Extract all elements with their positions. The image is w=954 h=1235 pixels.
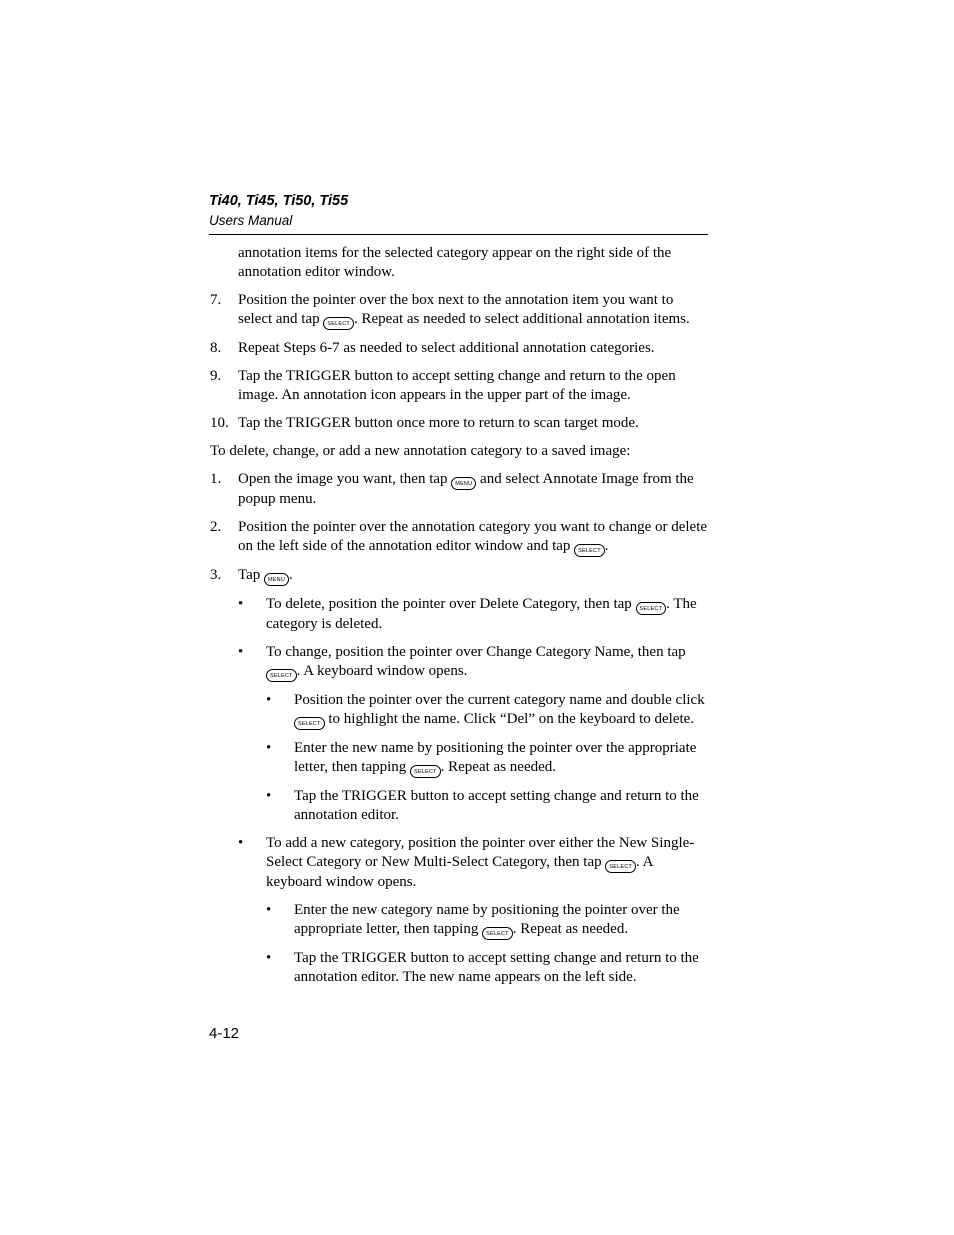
step-text-b: . Repeat as needed to select additional annotation items. — [354, 311, 690, 327]
step-text-a: Open the image you want, then tap — [238, 471, 448, 487]
bullet-icon: • — [266, 788, 272, 804]
continued-paragraph: annotation items for the selected category appear on the right side of the annotation editor window. — [238, 245, 672, 280]
bullet-icon: • — [238, 835, 244, 851]
bullet-change — [210, 643, 710, 682]
bullet-text-b: . Repeat as needed. — [512, 921, 629, 937]
bullet-text: Tap the TRIGGER button to accept setting change and return to the annotation editor. — [294, 788, 699, 823]
step-text — [238, 518, 710, 557]
menu-button-icon: MENU — [264, 573, 289, 586]
step-7 — [210, 291, 710, 330]
bullet-text-a: To change, position the pointer over Change Category Name, then tap — [266, 644, 686, 660]
bullet-delete — [210, 595, 710, 634]
sub-bullet-add-1 — [210, 901, 710, 940]
bullet-icon: • — [238, 644, 244, 660]
select-button-icon: SELECT — [410, 765, 441, 778]
select-button-icon: SELECT — [574, 544, 605, 557]
step-number: 2. — [210, 519, 222, 535]
page-number: 4-12 — [209, 1025, 240, 1042]
step-number: 9. — [210, 368, 222, 384]
bullet-text — [266, 834, 710, 892]
bullet-add — [210, 834, 710, 892]
step-number: 3. — [210, 567, 222, 583]
bullet-text-a: To add a new category, position the pointer over either the New Single-Select Category or New Multi-Select Category, then tap — [266, 835, 695, 870]
bullet-text-a: Enter the new name by positioning the pointer over the appropriate letter, then tapping — [294, 740, 697, 775]
bullet-text — [294, 739, 710, 778]
step-text: Tap the TRIGGER button to accept setting change and return to the open image. An annotation icon appears in the upper part of the image. — [238, 368, 676, 403]
step-9 — [210, 367, 710, 405]
menu-button-icon: MENU — [451, 477, 476, 490]
step-text-a: Tap — [238, 567, 261, 583]
bullet-text — [266, 595, 710, 634]
bullet-icon: • — [266, 950, 272, 966]
select-button-icon: SELECT — [482, 927, 513, 940]
bullet-text — [294, 901, 710, 940]
step-number: 7. — [210, 292, 222, 308]
select-button-icon: SELECT — [636, 602, 667, 615]
bullet-text-a: To delete, position the pointer over Delete Category, then tap — [266, 596, 632, 612]
select-button-icon: SELECT — [266, 669, 297, 682]
page-body — [210, 244, 710, 996]
sub-bullet-change-3 — [210, 787, 710, 825]
step-text-a: Position the pointer over the annotation category you want to change or delete on the left side of the annotation editor window and tap — [238, 519, 708, 554]
bullet-text-a: Enter the new category name by positioning the pointer over the appropriate letter, then tapping — [294, 902, 680, 937]
sub-bullet-change-1 — [210, 691, 710, 730]
step-8 — [210, 339, 710, 358]
select-button-icon: SELECT — [323, 317, 354, 330]
step-2 — [210, 518, 710, 557]
manual-title: Ti40, Ti45, Ti50, Ti55 — [209, 193, 349, 209]
step-text-b: and select Annotate Image from the popup menu. — [238, 471, 694, 507]
step-text-a: Position the pointer over the box next to the annotation item you want to select and tap — [238, 292, 674, 327]
bullet-icon: • — [238, 596, 244, 612]
step-text-b: . — [289, 567, 293, 583]
header-rule — [209, 234, 708, 235]
step-text: Repeat Steps 6-7 as needed to select additional annotation categories. — [238, 340, 655, 356]
intro-paragraph: To delete, change, or add a new annotation category to a saved image: — [210, 443, 631, 459]
bullet-icon: • — [266, 740, 272, 756]
bullet-text-a: Position the pointer over the current category name and double click — [294, 692, 705, 708]
sub-bullet-change-2 — [210, 739, 710, 778]
bullet-icon: • — [266, 692, 272, 708]
bullet-text-b: . A keyboard window opens. — [266, 854, 653, 890]
step-text: Tap the TRIGGER button once more to return to scan target mode. — [238, 415, 639, 431]
step-text-b: . — [604, 538, 609, 554]
select-button-icon: SELECT — [294, 717, 325, 730]
bullet-text-b: . A keyboard window opens. — [296, 663, 468, 679]
step-10 — [210, 414, 710, 433]
step-number: 1. — [210, 471, 222, 487]
bullet-text-b: to highlight the name. Click “Del” on the keyboard to delete. — [328, 711, 695, 727]
step-text — [238, 470, 710, 509]
bullet-text-b: . The category is deleted. — [266, 596, 697, 632]
running-header — [209, 192, 708, 229]
bullet-text-b: . Repeat as needed. — [440, 759, 557, 775]
manual-subtitle: Users Manual — [209, 213, 293, 228]
bullet-icon: • — [266, 902, 272, 918]
step-text — [238, 566, 710, 586]
step-3 — [210, 566, 710, 586]
step-text — [238, 291, 710, 330]
bullet-text — [266, 643, 710, 682]
select-button-icon: SELECT — [605, 860, 636, 873]
step-number: 10. — [210, 415, 229, 431]
bullet-text — [294, 691, 710, 730]
step-number: 8. — [210, 340, 222, 356]
bullet-text: Tap the TRIGGER button to accept setting change and return to the annotation editor. The new name appears on the left side. — [294, 950, 699, 985]
sub-bullet-add-2 — [210, 949, 710, 987]
step-1 — [210, 470, 710, 509]
